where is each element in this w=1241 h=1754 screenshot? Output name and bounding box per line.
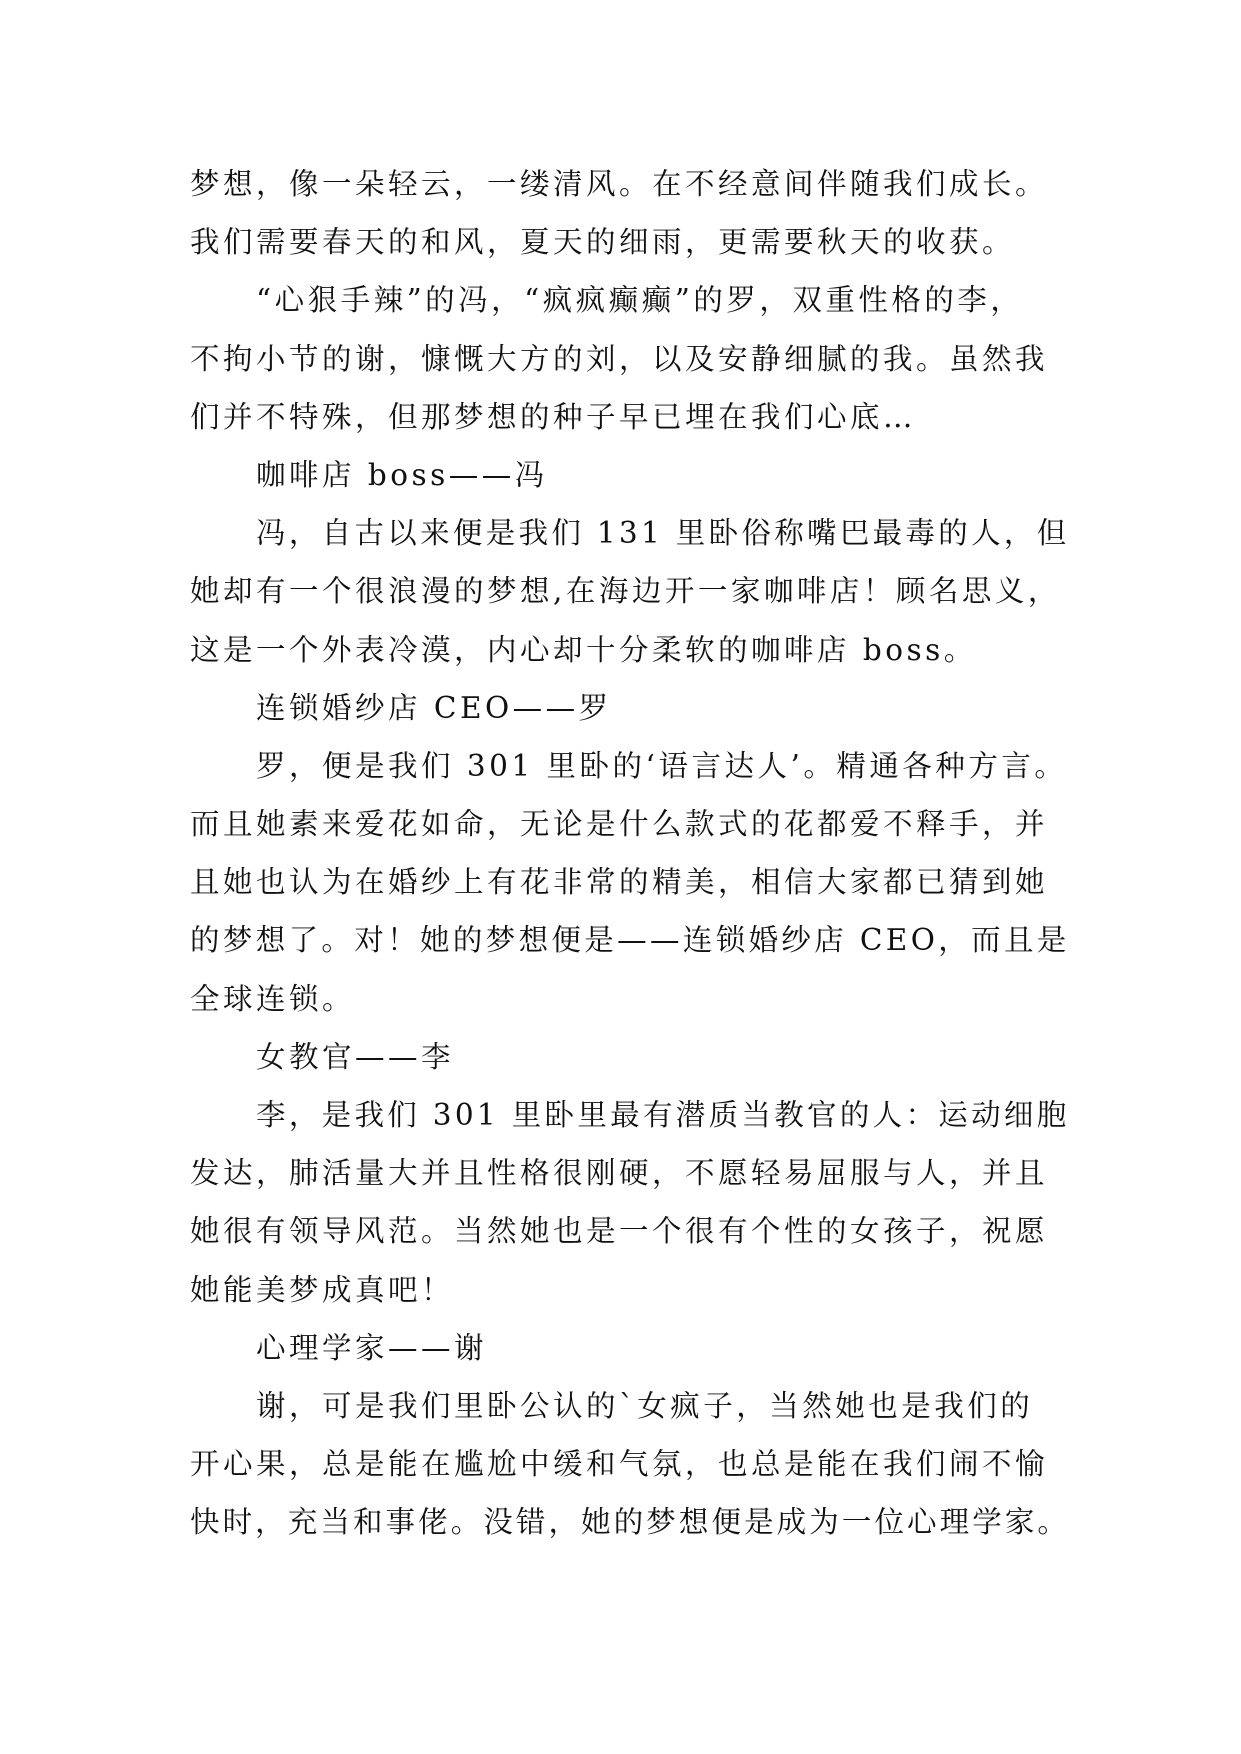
text-line: 们并不特殊，但那梦想的种子早已埋在我们心底…: [190, 399, 917, 434]
text-line: 谢，可是我们里卧公认的`女疯子，当然她也是我们的: [256, 1388, 1034, 1423]
text-line: 心理学家——谢: [256, 1330, 488, 1365]
text-line: 梦想，像一朵轻云，一缕清风。在不经意间伴随我们成长。: [190, 167, 1049, 201]
text-line: 全球连锁。: [190, 981, 356, 1016]
text-line: 冯，自古以来便是我们 131 里卧俗称嘴巴最毒的人，但: [256, 516, 1070, 551]
text-line: 的梦想了。对！她的梦想便是——连锁婚纱店 CEO，而且是: [190, 923, 1070, 958]
text-line: 她却有一个很浪漫的梦想,在海边开一家咖啡店！顾名思义，: [190, 574, 1061, 609]
text-line: 连锁婚纱店 CEO——罗: [256, 690, 612, 725]
text-line: 开心果，总是能在尴尬中缓和气氛，也总是能在我们闹不愉: [190, 1447, 1049, 1482]
document-body: [190, 155, 1070, 1552]
text-line: 这是一个外表冷漠，内心却十分柔软的咖啡店 boss。: [190, 632, 977, 667]
text-line: 女教官——李: [256, 1039, 455, 1074]
text-line: 而且她素来爱花如命，无论是什么款式的花都爱不释手，并: [190, 807, 1049, 842]
text-line: 她很有领导风范。当然她也是一个很有个性的女孩子，祝愿: [190, 1214, 1049, 1249]
text-line: 不拘小节的谢，慷慨大方的刘，以及安静细腻的我。虽然我: [190, 341, 1049, 376]
text-line: 李，是我们 301 里卧里最有潜质当教官的人：运动细胞: [256, 1098, 1070, 1132]
text-line: 我们需要春天的和风，夏天的细雨，更需要秋天的收获。: [190, 225, 1016, 260]
text-line: 罗，便是我们 301 里卧的‘语言达人’。精通各种方言。: [256, 748, 1068, 783]
text-line: 发达，肺活量大并且性格很刚硬，不愿轻易屈服与人，并且: [190, 1156, 1049, 1191]
text-line: 她能美梦成真吧！: [190, 1272, 455, 1307]
text-line: 咖啡店 boss——冯: [256, 457, 548, 492]
text-line: 快时，充当和事佬。没错，她的梦想便是成为一位心理学家。: [190, 1505, 1071, 1540]
text-line: “心狠手辣”的冯，“疯疯癫癫”的罗，双重性格的李，: [256, 283, 1024, 318]
text-line: 且她也认为在婚纱上有花非常的精美，相信大家都已猜到她: [190, 865, 1049, 900]
